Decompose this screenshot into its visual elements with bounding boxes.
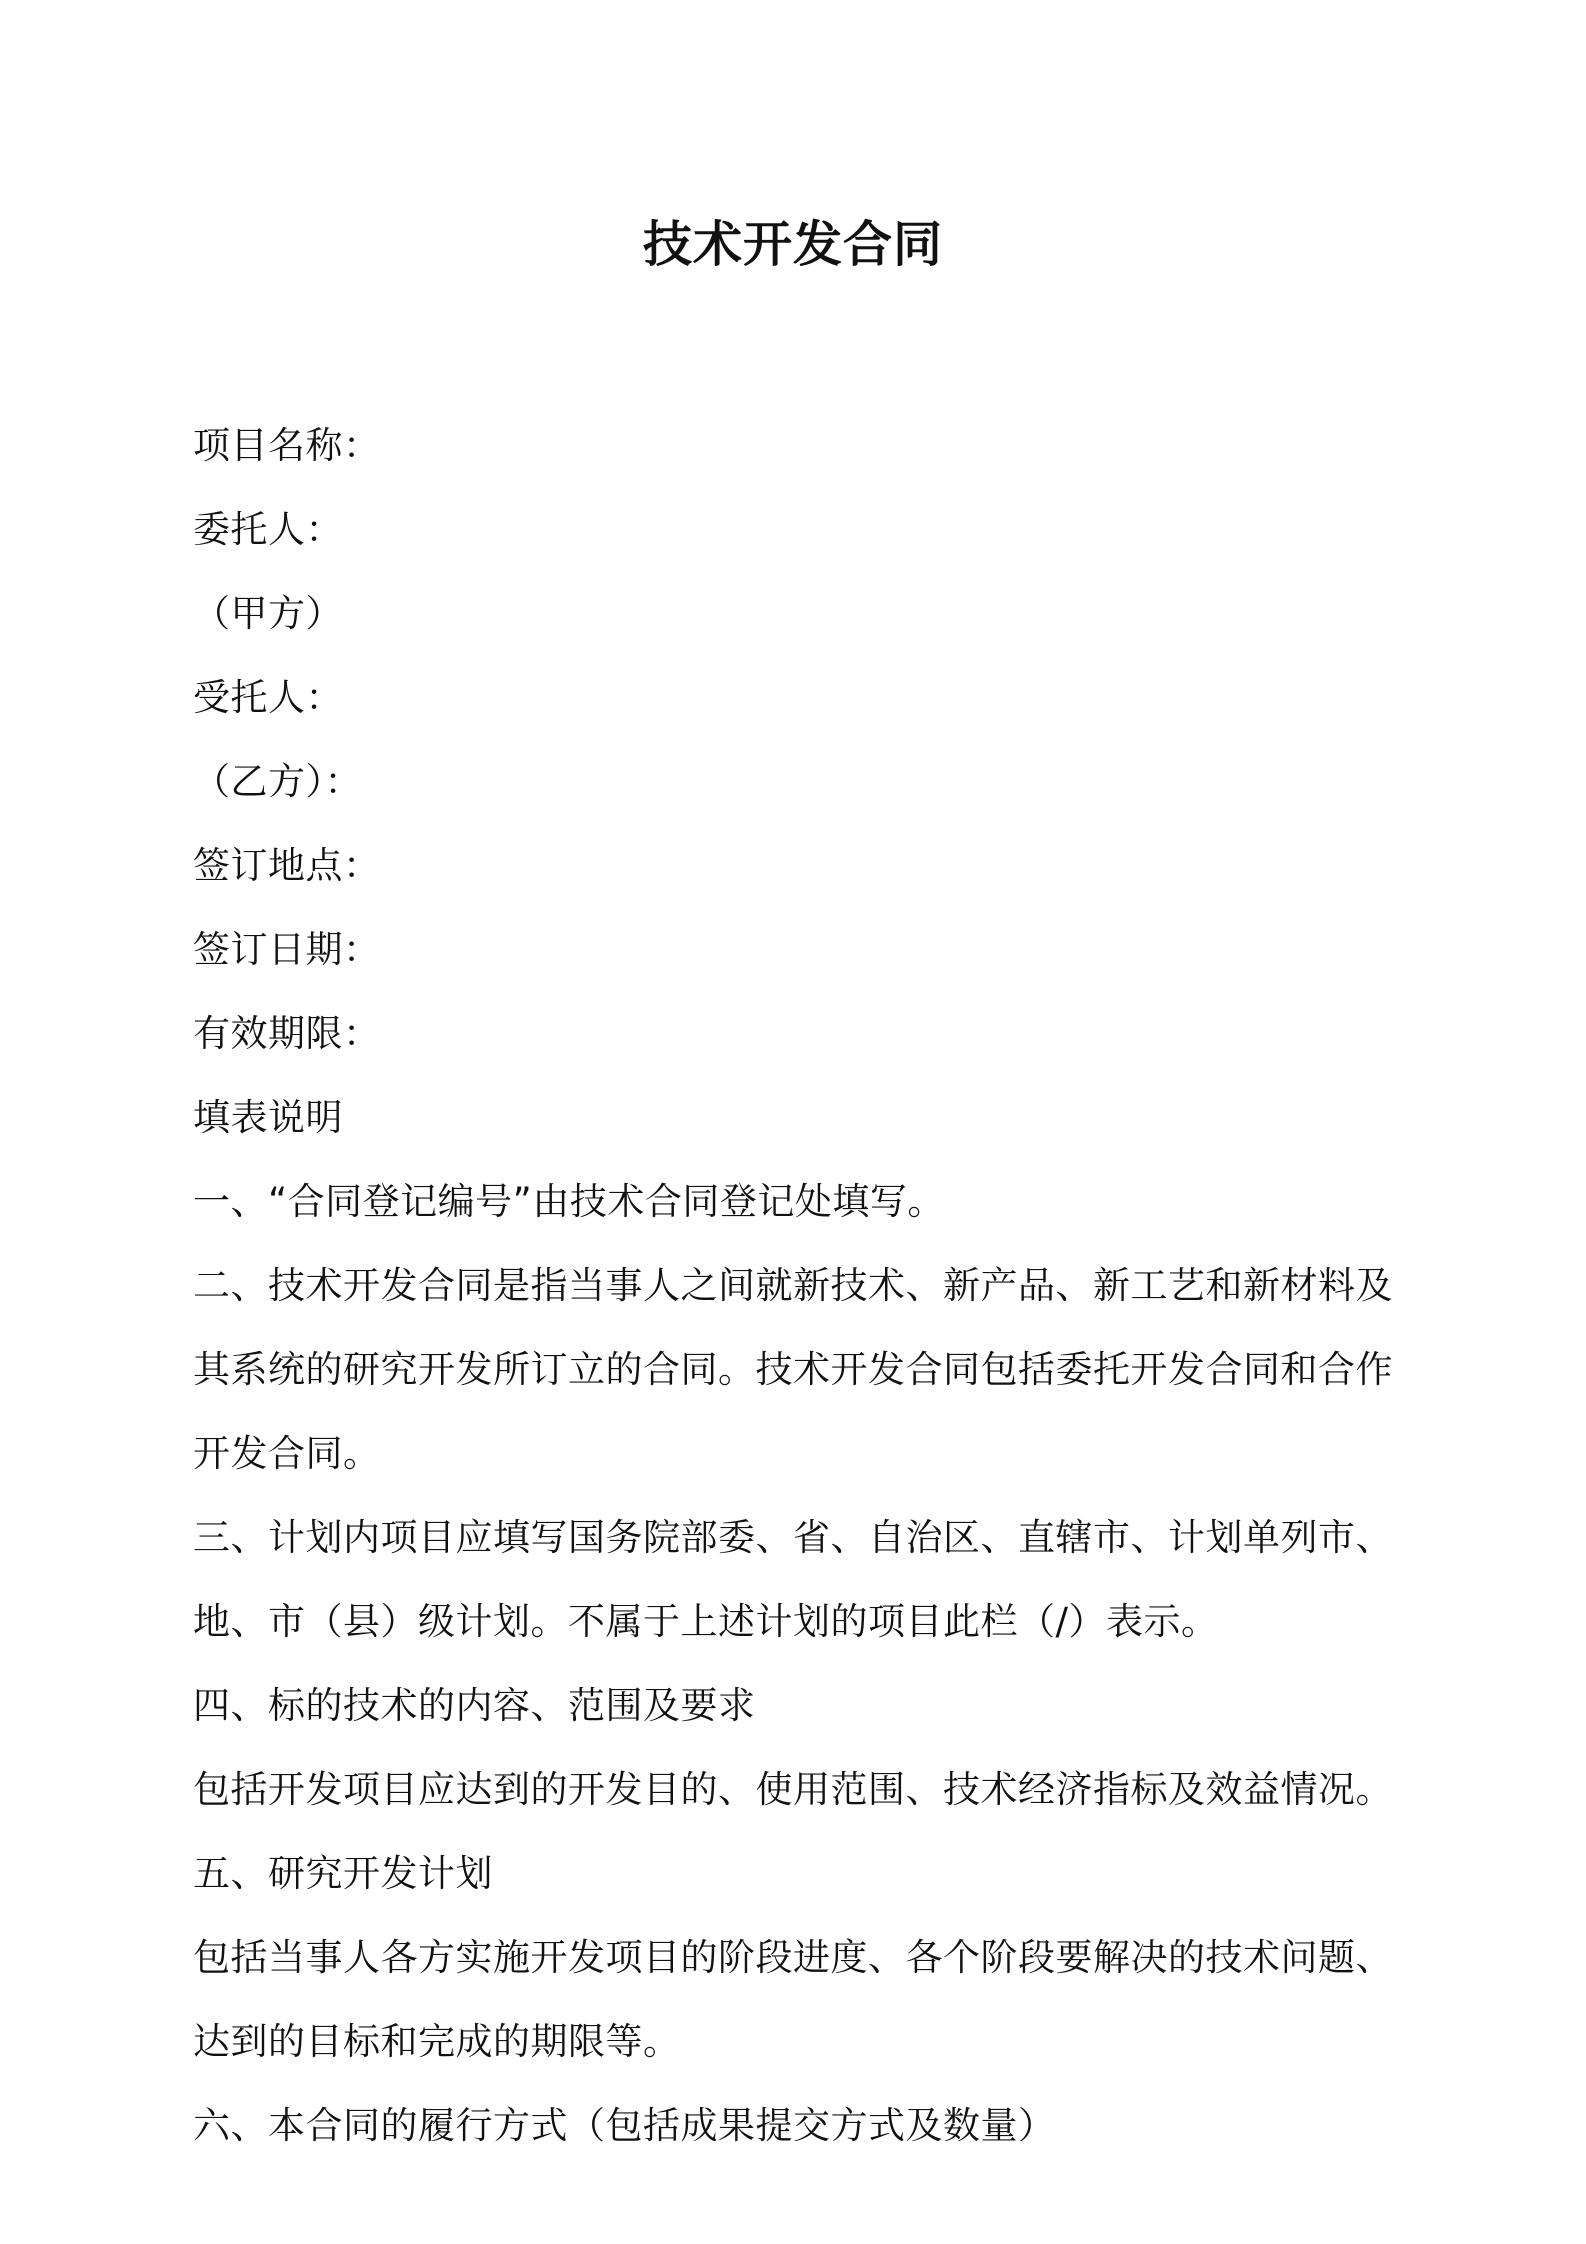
instruction-item-5-body: 包括当事人各方实施开发项目的阶段进度、各个阶段要解决的技术问题、 <box>193 1936 1393 1979</box>
field-validity-period: 有效期限： <box>193 1012 381 1055</box>
field-project-name: 项目名称： <box>193 424 381 467</box>
document-body <box>193 404 1423 2168</box>
field-contractor: 受托人： <box>193 676 343 719</box>
instruction-item-2-cont: 开发合同。 <box>193 1432 381 1475</box>
field-signing-date: 签订日期： <box>193 928 381 971</box>
instruction-item-2: 二、技术开发合同是指当事人之间就新技术、新产品、新工艺和新材料及 <box>193 1264 1393 1307</box>
instruction-item-3: 三、计划内项目应填写国务院部委、省、自治区、直辖市、计划单列市、 <box>193 1516 1393 1559</box>
field-party-a: （甲方） <box>193 592 343 635</box>
field-signing-place: 签订地点： <box>193 844 381 887</box>
field-party-b: （乙方）： <box>193 760 362 803</box>
instruction-item-4-heading: 四、标的技术的内容、范围及要求 <box>193 1684 756 1727</box>
instruction-item-5-heading: 五、研究开发计划 <box>193 1852 493 1895</box>
instruction-item-4-body: 包括开发项目应达到的开发目的、使用范围、技术经济指标及效益情况。 <box>193 1768 1393 1811</box>
section-heading-instructions: 填表说明 <box>193 1096 343 1139</box>
instruction-item-5-body-cont: 达到的目标和完成的期限等。 <box>193 2020 681 2063</box>
field-client: 委托人： <box>193 508 343 551</box>
instruction-item-3-cont: 地、市（县）级计划。不属于上述计划的项目此栏（/）表示。 <box>193 1600 1219 1643</box>
instruction-item-6-heading: 六、本合同的履行方式（包括成果提交方式及数量） <box>193 2104 1056 2147</box>
page-title: 技术开发合同 <box>642 216 943 273</box>
instruction-item-2-cont: 其系统的研究开发所订立的合同。技术开发合同包括委托开发合同和合作 <box>193 1348 1393 1391</box>
instruction-item-1: 一、“合同登记编号”由技术合同登记处填写。 <box>193 1180 945 1223</box>
